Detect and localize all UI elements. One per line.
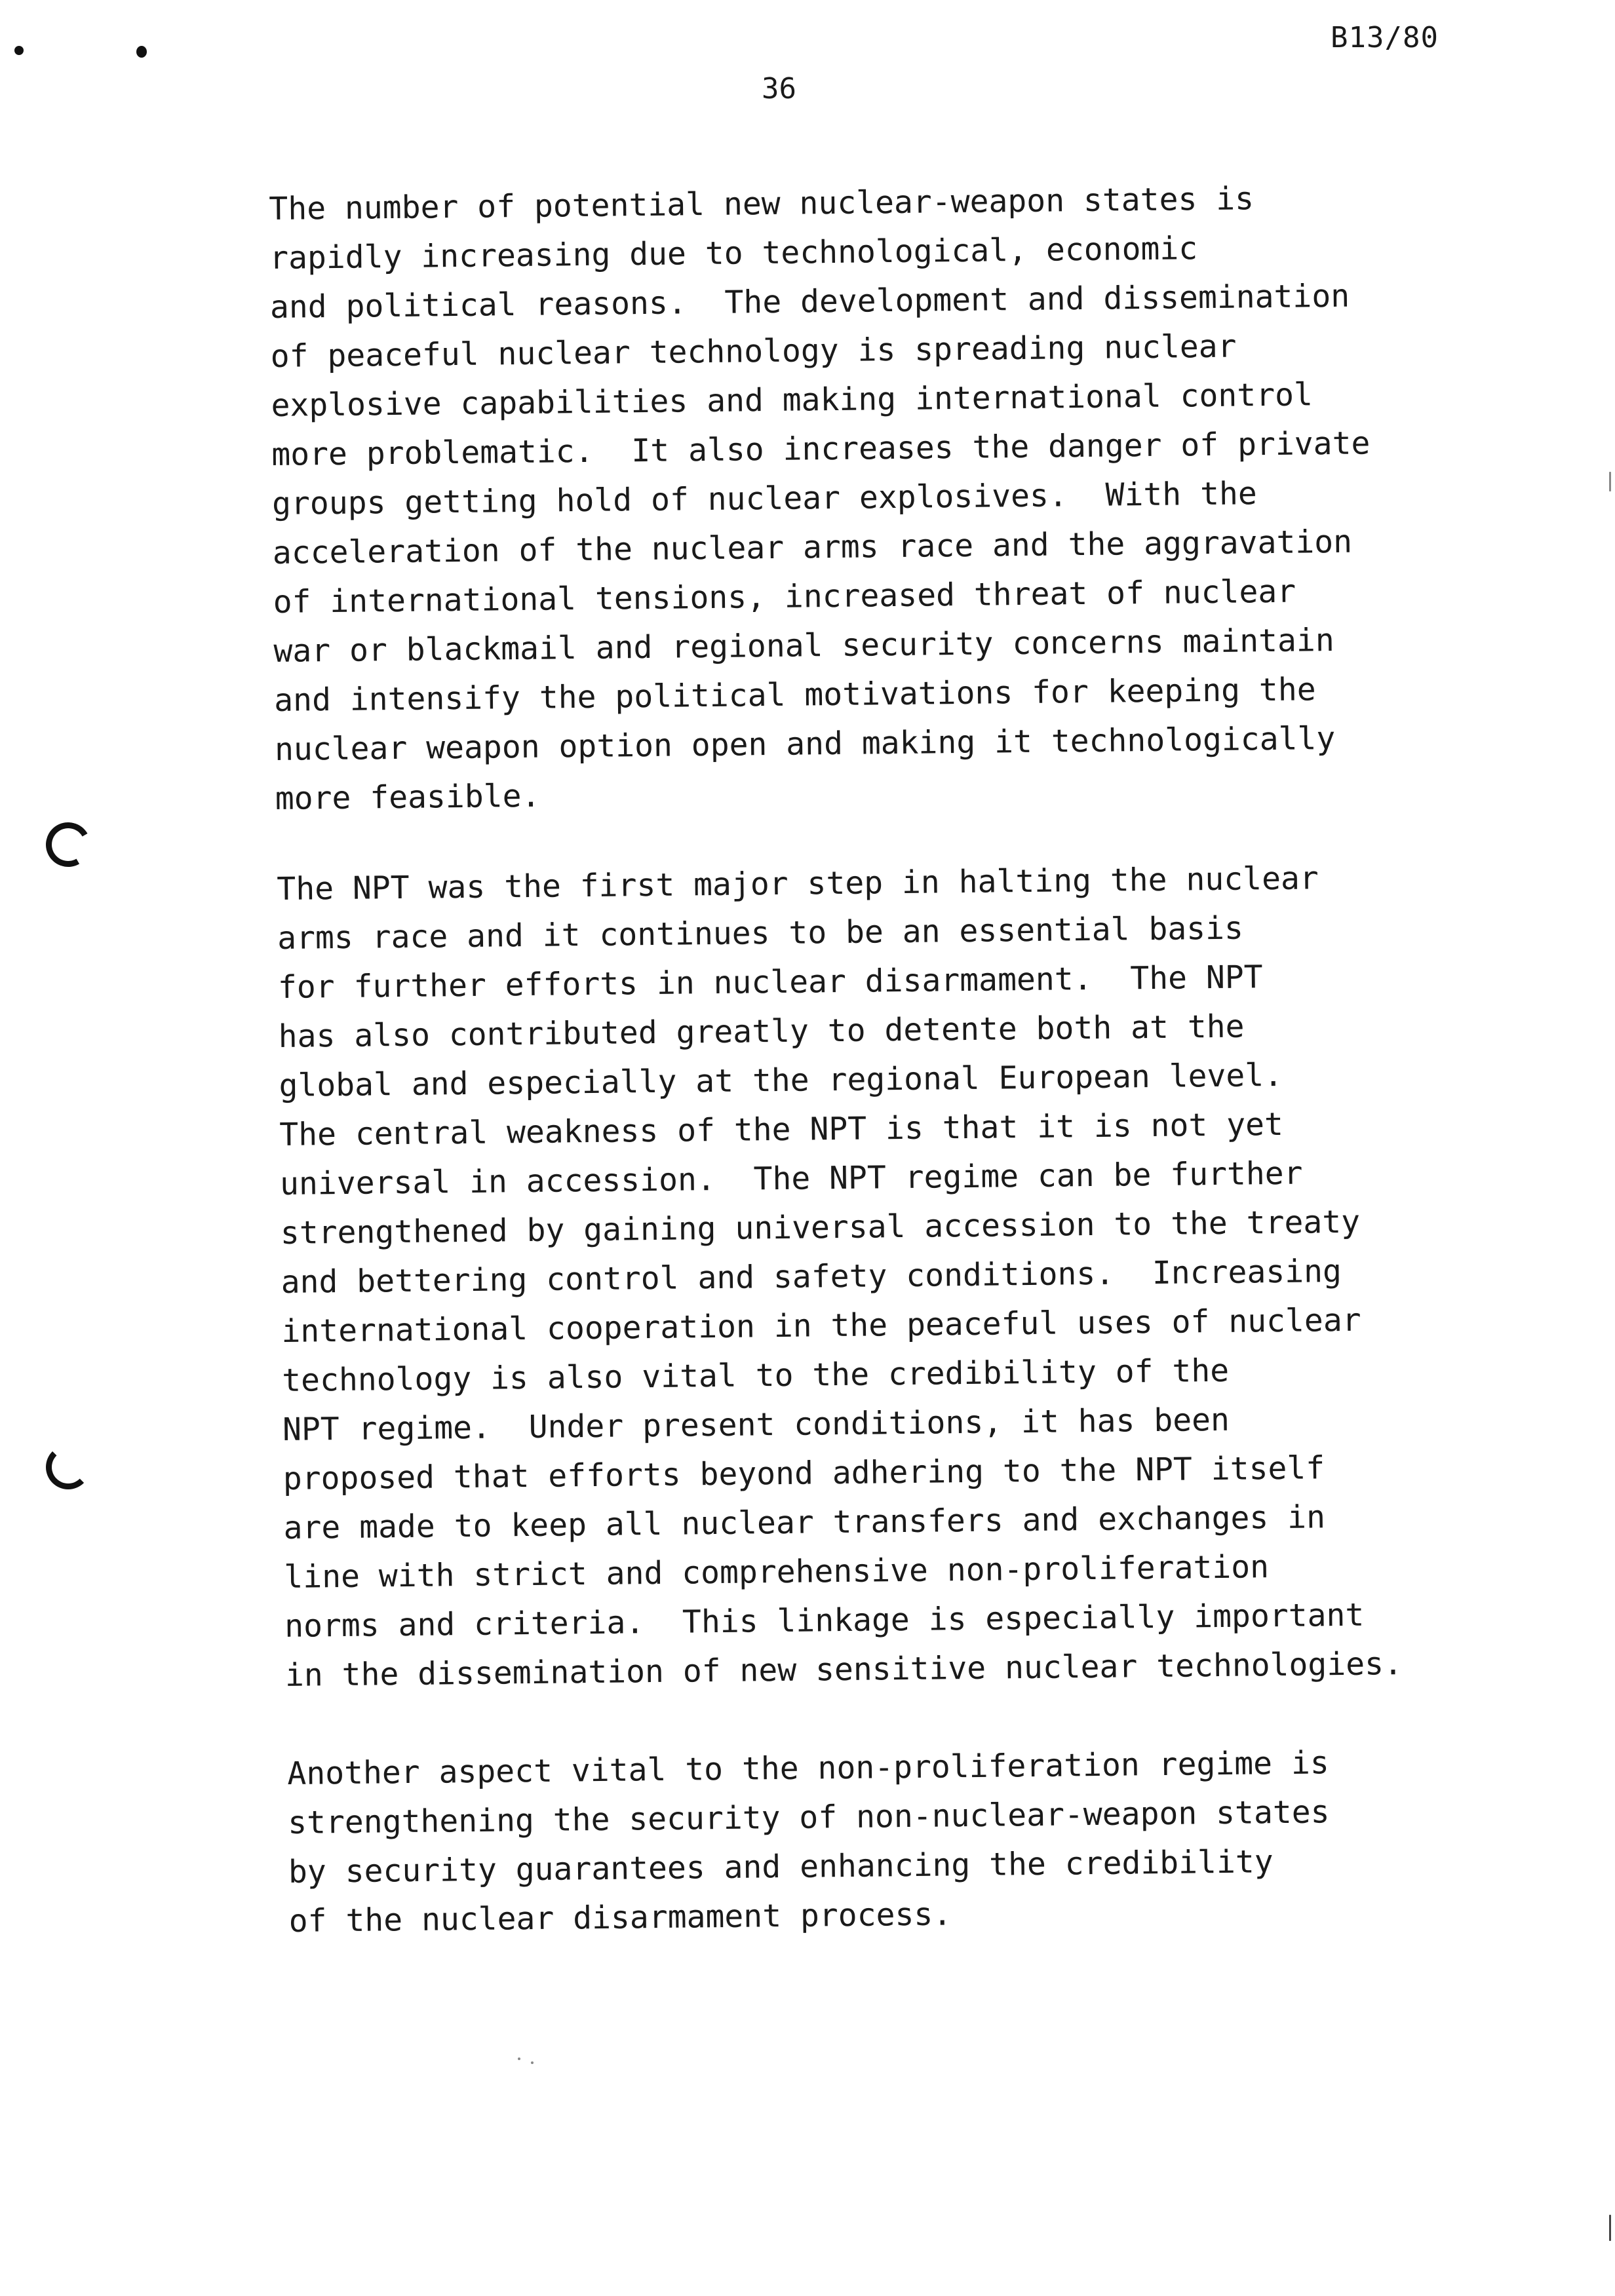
paragraph-2: The NPT was the first major step in halting the nuclear arms race and it continues to be an essential basis for further efforts in nuclear disarmament. The NPT has also contributed greatly to detente both at the global and especially at the regional European level. The central weakness of the NPT is that it is not yet universal in accession. The NPT regime can be further strengthened by gaining universal accession to the treaty and bettering control and safety conditions. Increasing international cooperation in the peaceful uses of nuclear technology is also vital to the credibility of the NPT regime. Under present conditions, it has been proposed that efforts beyond adhering to the NPT itself are made to keep all nuclear transfers and exchanges in line with strict and comprehensive non-proliferation norms and criteria. This linkage is especially important in the dissemination of new sensitive nuclear technologies. xyxy=(277,860,1403,1694)
scan-speck xyxy=(518,2057,520,2060)
scan-speck xyxy=(1609,2215,1611,2241)
paragraph-1: The number of potential new nuclear-weapon states is rapidly increasing due to technological, economic and political reasons. The development and dissemination of peaceful nuclear technology is spreading nuclear explosive capabilities and making international control more problematic. It also increases the danger of private groups getting hold of nuclear explosives. With the acceleration of the nuclear arms race and the aggravation of international tensions, increased threat of nuclear war or blackmail and regional security concerns maintain and intensify the political motivations for keeping the nuclear weapon option open and making it technologically more feasible. xyxy=(269,180,1371,817)
scan-dot xyxy=(136,46,147,58)
scan-speck xyxy=(531,2061,534,2064)
punch-hole-mark xyxy=(46,1445,90,1489)
punch-hole-mark xyxy=(41,817,95,871)
scan-dot xyxy=(14,46,24,55)
paragraph-3: Another aspect vital to the non-proliferation regime is strengthening the security of non-nuclear-weapon states by security guarantees and enhancing the credibility of the nuclear disarmament process. xyxy=(287,1744,1330,1940)
document-reference: B13/80 xyxy=(1331,21,1439,54)
page-number: 36 xyxy=(762,72,796,105)
scan-speck xyxy=(1609,472,1611,491)
